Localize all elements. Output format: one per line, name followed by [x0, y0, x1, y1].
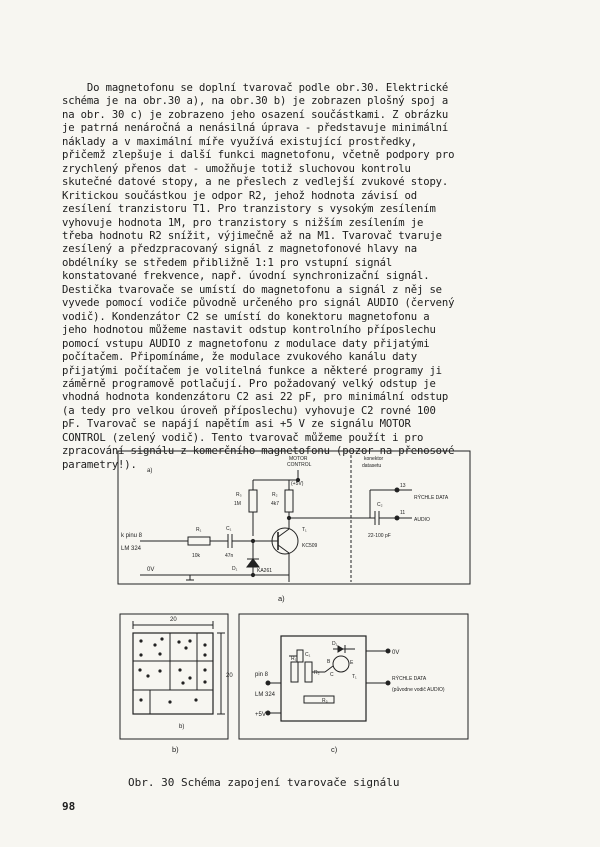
- r2-c: R₂: [314, 670, 320, 676]
- paragraph-line: obdélníky se středem přibližně 1:1 pro vstupní signál: [62, 256, 393, 269]
- paragraph-line: třeba hodnotu R2 snížit, výjimečně až na M1. Tvarovač tvaruje: [62, 229, 442, 242]
- paragraph-line: vyhovuje hodnota 1M, pro tranzistory s nižším zesílením je: [62, 216, 424, 229]
- r1-c: R₁: [291, 656, 297, 662]
- audio-label: AUDIO: [414, 517, 430, 523]
- paragraph-line: konstatované frekvence, např. úvodní synchronizační signál.: [62, 270, 430, 283]
- paragraph-line: skutečné datové stopy, a ne přeslech z vedlejší zvukové stopy.: [62, 176, 449, 189]
- page-number: 98: [62, 800, 76, 813]
- b-c: B: [327, 659, 331, 665]
- r2-value: 4k7: [271, 501, 280, 507]
- d1-label: D₁: [232, 566, 238, 572]
- paragraph-line: na obr. 30 c) je zobrazeno jeho osazení součástkami. Z obrázku: [62, 108, 449, 121]
- d1-value: KA261: [257, 568, 273, 574]
- c2-label: C₂: [377, 502, 383, 508]
- rychle-data-label: RÝCHLE DATA: [414, 495, 449, 501]
- paragraph-line: přijatými počítačem je volitelná funkce a některé programy ji: [62, 364, 442, 377]
- pcb-b-pads: [138, 637, 206, 703]
- zero-volt-label: 0V: [147, 567, 155, 573]
- sub-caption-c: c): [331, 745, 338, 754]
- paragraph-line: zrychlený přenos dat - umožňuje totiž sluchovou kontrolu: [62, 162, 411, 175]
- t1-label: T₁: [302, 527, 307, 533]
- paragraph-line: schéma je na obr.30 a), na obr.30 b) je zobrazen plošný spoj a: [62, 95, 449, 108]
- placement-c-labels: [255, 641, 445, 754]
- zero-volt-c: 0V: [392, 650, 400, 656]
- paragraph-line: Kritickou součástkou je odpor R2, jehož hodnota závisí od: [62, 189, 417, 202]
- pin8-label: pin 8: [255, 672, 269, 678]
- paragraph-line: zesílený a předzpracovaný signál z magnetofonové hlavy na: [62, 243, 417, 256]
- c1-value: 47n: [225, 553, 234, 559]
- paragraph-line: náklady a v maximální míře využívá existující prostředky,: [62, 135, 417, 148]
- rychle-data-c: RÝCHLE DATA: [392, 676, 427, 682]
- sub-caption-b: b): [172, 745, 179, 754]
- paragraph-line: parametry!).: [62, 458, 137, 471]
- plus5-label: +5V: [255, 712, 266, 718]
- motor-control-label2: CONTROL: [287, 462, 312, 468]
- panel-label-b: b): [179, 724, 185, 730]
- panel-label-a: a): [147, 468, 153, 474]
- t1-c: T₁: [352, 674, 357, 680]
- supply-label: (+5V): [291, 481, 304, 487]
- paragraph-line: záměrně programově potlačují. Pro požadovaný velký odstup je: [62, 377, 436, 390]
- paragraph-line: jeho hodnotou můžeme nastavit odstup kontrolního příposlechu: [62, 324, 436, 337]
- lm324-label: LM 324: [255, 692, 276, 698]
- input-label: k pinu 8: [121, 533, 143, 539]
- audio-note-c: (původne vodič AUDIO): [392, 687, 445, 693]
- paragraph-line: zpracování signálu z komerčního magnetofonu (pozor na přenosové: [62, 445, 455, 458]
- dataset-label: datasetu: [362, 463, 382, 469]
- r3-label: R₃: [236, 492, 242, 498]
- paragraph-line: Do magnetofonu se doplní tvarovač podle obr.30. Elektrické: [62, 82, 449, 94]
- t1-value: KC509: [302, 543, 318, 549]
- c2-value: 22-100 pF: [368, 533, 391, 539]
- c1-c: C₁: [305, 652, 311, 658]
- pin13-label: 13: [400, 483, 406, 489]
- pcb-b: [120, 614, 228, 739]
- paragraph-line: zesílení tranzistoru T1. Pro tranzistory s vysokým zesílením: [62, 203, 436, 216]
- c-c: C: [330, 672, 334, 678]
- sub-caption-a: a): [278, 594, 285, 603]
- paragraph-line: CONTROL (zelený vodič). Tento tvarovač můžeme použít i pro: [62, 431, 424, 444]
- schematic-a-labels: [121, 456, 449, 603]
- paragraph-line: (a tedy pro velkou úroveň příposlechu) vyhovuje C2 rovné 100: [62, 404, 436, 417]
- pcb-dim-height: 20: [226, 673, 233, 679]
- c1-label: C₁: [226, 526, 232, 532]
- r3-value: 1M: [234, 501, 241, 507]
- r3-c: R₃: [322, 698, 328, 704]
- figure-caption: Obr. 30 Schéma zapojení tvarovače signálu: [128, 776, 400, 789]
- konektor-label: konektor: [364, 456, 384, 462]
- pcb-b-labels: [170, 617, 233, 754]
- paragraph-line: pF. Tvarovač se napájí napětím asi +5 V ze signálu MOTOR: [62, 418, 411, 431]
- pin11-label: 11: [400, 510, 406, 516]
- paragraph-line: vyvede pomocí vodiče původně určeného pro signál AUDIO (červený: [62, 297, 455, 310]
- paragraph-line: počítačem. Připomínáme, že modulace zvukového kanálu daty: [62, 351, 417, 364]
- e-c: E: [350, 660, 354, 666]
- paragraph-line: přičemž zlepšuje i další funkci magnetofonu, včetně podpory pro: [62, 149, 455, 162]
- d1-c: D₁: [332, 641, 338, 647]
- r2-label: R₂: [272, 492, 278, 498]
- paragraph-line: pomocí vstupu AUDIO z magnetofonu z modulace daty přijatými: [62, 337, 430, 350]
- paragraph-line: je patrná nenáročná a nenásilná úprava - představuje minimální: [62, 122, 449, 135]
- paragraph-line: vodič). Kondenzátor C2 se umístí do konektoru magnetofonu a: [62, 310, 430, 323]
- motor-control-label: MOTOR: [289, 456, 308, 462]
- paragraph-line: Destička tvarovače se umístí do magnetofonu a signál z něj se: [62, 283, 442, 296]
- r1-label: R₁: [196, 527, 202, 533]
- input-label2: LM 324: [121, 546, 142, 552]
- paragraph-line: vhodná hodnota kondenzátoru C2 asi 22 pF, pro minimální odstup: [62, 391, 449, 404]
- pcb-dim-width: 20: [170, 617, 177, 623]
- r1-value: 10k: [192, 553, 201, 559]
